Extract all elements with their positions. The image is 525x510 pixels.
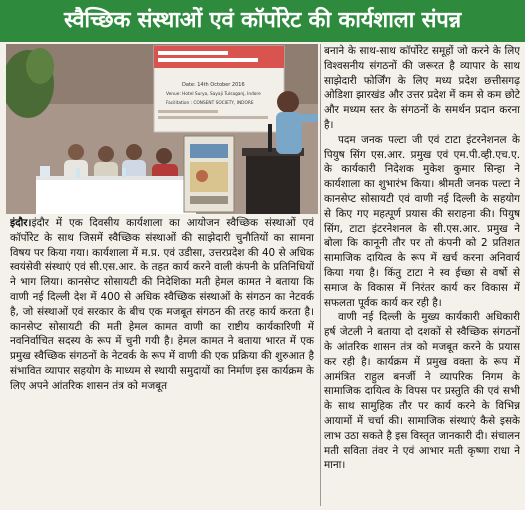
banner-line-2: Venue: Hotel Surya, Sayaji Tulsaganj, Indore	[166, 92, 261, 97]
dateline: इंदौर।	[10, 217, 32, 229]
banner-line-3: Facilitation : CONSENT SOCIETY, INDORE	[166, 101, 254, 106]
banner-line-1: Date: 14th October 2016	[182, 82, 245, 88]
column-divider	[320, 44, 321, 506]
article-left-column	[10, 216, 314, 508]
article-right-column	[324, 44, 520, 506]
article-paragraph-3: पदम जनक पल्टा जी एवं टाटा इंटरनेशनल के पियुष सिंग एस.आर. प्रमुख एवं एम.पी.व्ही.एच.ए. के कार्यकारी निदेशक मुकेश कुमार सिन्हा ने कार्यशाला का शुभारंभ किया। श्रीमती जनक पल्टा ने कानसेप्ट सोसायटी एवं वाणी नई दिल्ली के सहयोग से किए गए महत्पूर्ण प्रयास की सराहना की। पियुष सिंग, टाटा इंटरनेशनल के सी.एस.आर. प्रमुख ने बोला कि कानूनी तौर पर तो कंपनी को 2 प्रतिशत सामाजिक दायित्व के रूप में खर्च करना अनिवार्य किया गया है। किंतु टाटा ने स्व ईच्छा से वर्षो से समाज के विकास में निरंतर कार्य कर विकास में सफलता पूर्वक कार्य कर रही है।	[324, 133, 520, 309]
article-paragraph-4: वाणी नई दिल्ली के मुख्य कार्यकारी अधिकारी हर्ष जेटली ने बताया दो दशकों से स्वैच्छिक संगठनों के आंतरिक शासन तंत्र को मजबूत करने के प्रयास कर रही है। कार्यक्रम में प्रमुख वक्ता के रूप में आमंत्रित राहुल बनर्जी ने व्यापरिक निगम के सामाजिक दायित्व के विपस पर प्रस्तुति की एवं सभी के साथ सामुहिक तौर पर कार्य करने के विभिन्न आयामों में चर्चा की। सामाजिक संस्थाएं कैसे इसके लाभ उठा सकते है इस विस्तृत जानकारी दी। संचालन मती सविता तंवर ने एवं आभार मती कृष्णा राधा ने माना।	[324, 311, 520, 472]
headline: स्वैच्छिक संस्थाओं एवं कॉर्पोरेट की कार्यशाला संपन्न	[0, 0, 525, 42]
article-paragraph-2: बनाने के साथ-साथ कॉर्पोरेट समूहों जो करने के लिए विश्वसनीय संगठनों की जरूरत है व्यापार के साथ साझेदारी फोर्जिंग के लिए मध्य प्रदेश छत्तीसगढ़ ओडिशा झारखंड और उत्तर प्रदेश में कम से कम छोटे और मध्यम स्तर के संगठनों के समर्थन प्रदान करना है।	[324, 45, 520, 131]
news-photo	[6, 44, 318, 214]
article-paragraph-1: इंदौर में एक दिवसीय कार्यशाला का आयोजन स्वैच्छिक संस्थाओं एवं कॉर्पोरेट के साथ जिसमें स्वैच्छिक संस्थाओं की साझेदारी चुनौतियों का सामना विषय पर किया गया। कार्यशाला में म.प्र. एवं उडीसा, उत्तरप्रदेश की 40 से अधिक स्वयंसेवी संस्थाएं एवं सी.एस.आर. के तहत कार्य करने वाली कंपनी के प्रतिनिधियों ने भाग लिया। कानसेप्ट सोसायटी की निदेशिका मती हेमल कामत ने बताया कि वाणी नई दिल्ली देश में 400 से अधिक स्वैच्छिक संस्थाओं के संगठन का नेटवर्क है, जो संस्थाओं एवं सरकार के बीच एक मजबूत संगठन की तरह कार्य करता है। कानसेप्ट सोसायटी की मती हेमल कामत वाणी का राष्टीय कार्यकारिणी में नवनिर्वाचित सदस्य के रूप में चुनी गयी है। हेमल कामत ने बताया भारत में एक प्रमुख स्वैच्छिक संगठनों के नेटवर्क के रूप में वाणी की एक प्रक्रिया की शुरुआत है संभावित व्यापार सहयोग के माध्यम से स्थायी समुदायों का निर्माण इस कार्यक्रम के लिए अपने आंतरिक शासन तंत्र को मजबूत	[10, 217, 314, 392]
